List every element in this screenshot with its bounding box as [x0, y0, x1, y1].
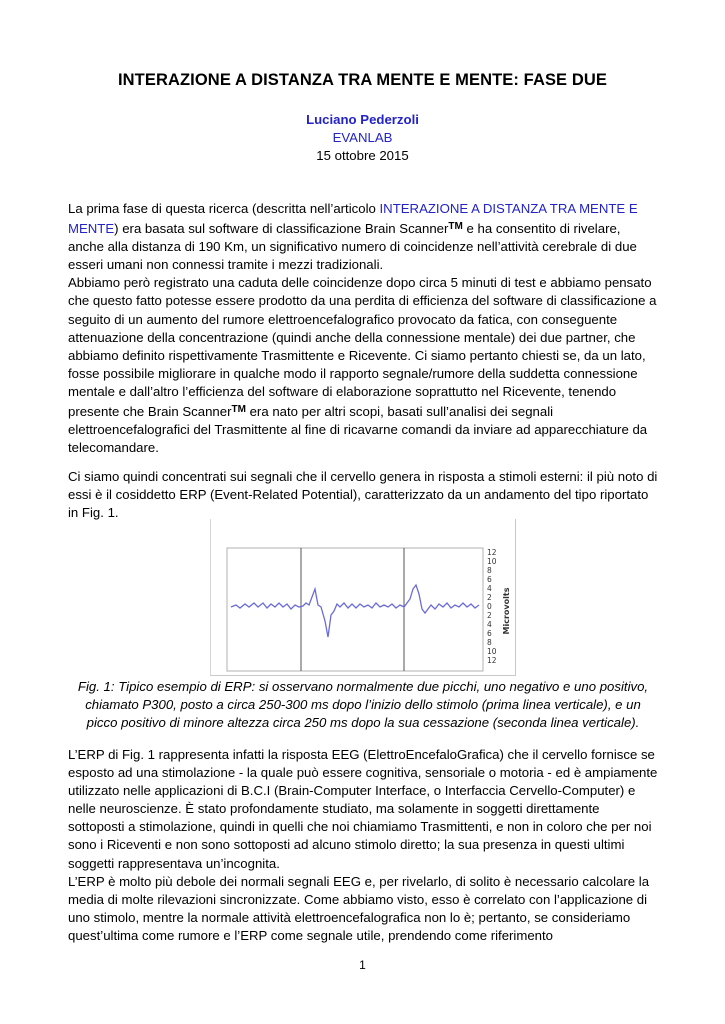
y-tick-label: 2: [487, 611, 492, 620]
erp-chart: [211, 519, 515, 675]
y-tick-label: 4: [487, 620, 492, 629]
publication-date: 15 ottobre 2015: [316, 148, 409, 163]
author-block: [0, 111, 725, 165]
trademark-symbol: TM: [448, 221, 463, 233]
document-title: INTERAZIONE A DISTANZA TRA MENTE E MENTE: FASE DUE: [117, 71, 607, 89]
y-tick-label: 6: [487, 575, 492, 584]
y-tick-labels: [487, 548, 497, 665]
y-axis-label: Microvolts: [502, 587, 511, 635]
y-tick-label: 2: [487, 593, 492, 602]
paragraph1-text: La prima fase di questa ricerca (descritta nell’articolo: [68, 201, 380, 216]
paragraph-first-phase: [68, 200, 658, 274]
page-number: 1: [359, 958, 366, 972]
y-tick-label: 12: [487, 548, 497, 557]
paragraph-erp-intro: Ci siamo quindi concentrati sui segnali che il cervello genera in risposta a stimoli esterni: il più noto di essi è il cosiddetto ERP (Event-Related Potential), caratterizzato da un andamento del tipo riportato in Fig. 1.: [68, 469, 658, 521]
y-tick-label: 8: [487, 566, 492, 575]
paragraph2-text-2: era nato per altri scopi, basati sull’analisi dei segnali elettroencefalografici del Trasmittente al fine di ricavarne comandi da inviare ad apparecchiature da telecomandare.: [68, 404, 648, 456]
paragraph1-text-2: ) era basata sul software di classificazione Brain Scanner: [114, 221, 449, 237]
y-tick-label: 8: [487, 638, 492, 647]
organization-name: EVANLAB: [332, 130, 393, 145]
y-tick-label: 10: [487, 647, 497, 656]
article-link[interactable]: INTERAZIONE A DISTANZA TRA MENTE E MENTE: [68, 201, 638, 237]
y-tick-label: 0: [487, 602, 492, 611]
paragraph2-text: Abbiamo però registrato una caduta delle coincidenze dopo circa 5 minuti di test e abbiamo pensato che questo fatto potesse essere prodotto da una perdita di efficienza del software di classificazione a seguito di un aumento del rumore elettroencefalografico provocato da fatica, con conseguente attenuazione della concentrazione (quindi anche della connessione mentale) dei due partner, che abbiamo definito rispettivamente Trasmittente e Ricevente. Ci siamo pertanto chiesti se, da un lato, fosse possibile migliorare in qualche modo il rapporto segnale/rumore della suddetta connessione mentale e dall’altro l’efficienza del software di elaborazione soprattutto nel Ricevente, tenendo presente che Brain Scanner: [68, 275, 657, 420]
y-tick-label: 10: [487, 557, 497, 566]
paragraph1-text-3: e ha consentito di rivelare, anche alla distanza di 190 Km, un significativo numero di coincidenze nell’attività cerebrale di due esseri umani non connessi tramite i mezzi tradizionali.: [68, 221, 637, 273]
paragraph-coincidence-drop: [68, 274, 658, 457]
paragraph-erp-description: L’ERP di Fig. 1 rappresenta infatti la risposta EEG (ElettroEncefaloGrafica) che il cervello fornisce se esposto ad una stimolazione - la quale può essere cognitiva, sensoriale o motoria - ed è ampiamente utilizzato nelle applicazioni di B.C.I (Brain-Computer Interface, o Interfaccia Cervello-Computer) e nelle neuroscienze. È stato profondamente studiato, ma solamente in soggetti direttamente sottoposti a stimolazione, quindi in quelli che noi chiamiamo Trasmittenti, e non in coloro che per noi sono i Riceventi e non sono sottoposti ad alcuno stimolo diretto; la sua presenza in questi ultimi soggetti rappresentava un’incognita.: [68, 747, 658, 871]
paragraph-erp-detection: L’ERP è molto più debole dei normali segnali EEG e, per rivelarlo, di solito è necessario calcolare la media di molte rilevazioni sincronizzate. Come abbiamo visto, esso è correlato con l’applicazione di uno stimolo, mentre la normale attività elettroencefalografica non lo è; pertanto, se consideriamo quest’ultima come rumore e l’ERP come segnale utile, prendendo come riferimento: [68, 873, 650, 943]
author-name: Luciano Pederzoli: [306, 112, 419, 127]
chart-frame: [227, 548, 483, 671]
y-tick-label: 4: [487, 584, 492, 593]
trademark-symbol: TM: [231, 404, 246, 416]
y-tick-label: 6: [487, 629, 492, 638]
erp-figure: [210, 519, 516, 676]
figure-caption: Fig. 1: Tipico esempio di ERP: si osservano normalmente due picchi, uno negativo e uno positivo, chiamato P300, posto a circa 250-300 ms dopo l’inizio dello stimolo (prima linea verticale), e un picco positivo di minore altezza circa 250 ms dopo la sua cessazione (seconda linea verticale).: [77, 679, 649, 731]
closing-paragraphs: [68, 746, 658, 945]
y-tick-label: 12: [487, 656, 497, 665]
intro-paragraphs: [68, 200, 658, 457]
